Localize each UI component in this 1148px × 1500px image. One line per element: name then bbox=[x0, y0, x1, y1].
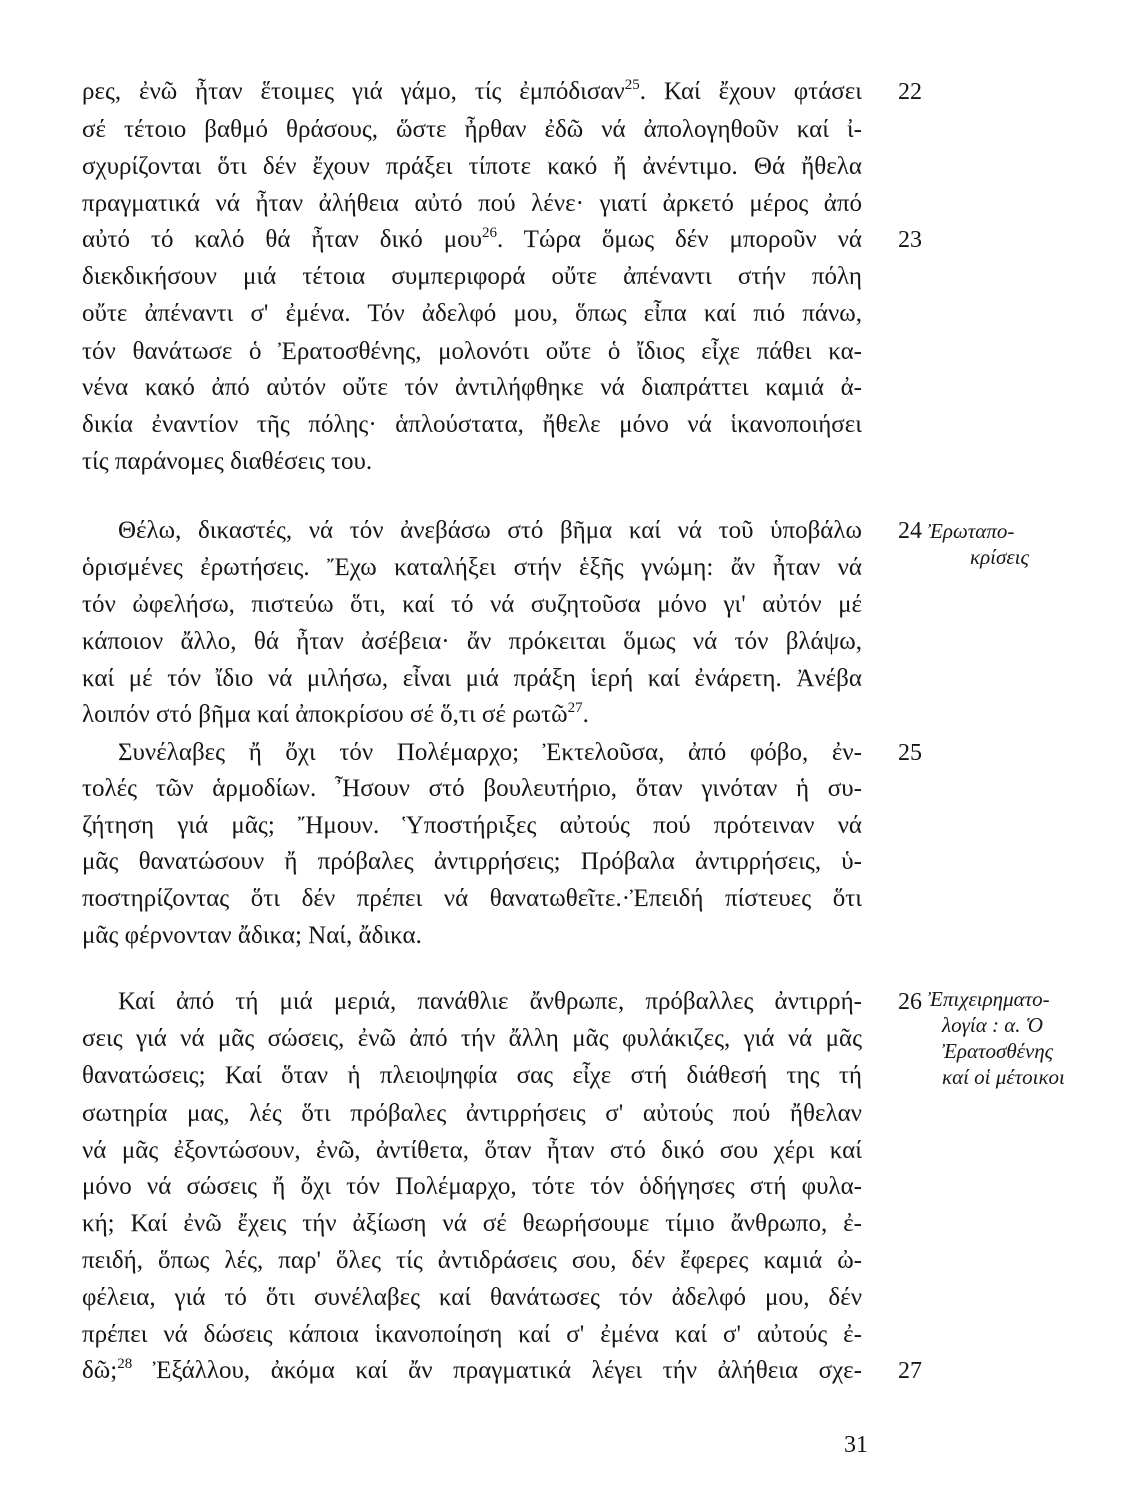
text-line: ποστηρίζοντας ὅτι δέν πρέπει νά θανατωθεῖτε.·Ἐπειδή πίστευες ὅτι bbox=[82, 885, 862, 912]
text-line: φέλεια, γιά τό ὅτι συνέλαβες καί θανάτωσες τόν ἀδελφό μου, δέν bbox=[82, 1284, 862, 1311]
text-line: Συνέλαβες ἤ ὄχι τόν Πολέμαρχο; Ἐκτελοῦσα, ἀπό φόβο, ἐν- bbox=[118, 739, 862, 766]
page-number: 31 bbox=[844, 1432, 868, 1458]
section-number: 26 bbox=[898, 989, 922, 1015]
text-line: τόν ὠφελήσω, πιστεύω ὅτι, καί τό νά συζητοῦσα μόνο γι' αὐτόν μέ bbox=[82, 591, 862, 618]
text-line: καί μέ τόν ἴδιο νά μιλήσω, εἶναι μιά πράξη ἱερή καί ἐνάρετη. Ἀνέβα bbox=[82, 665, 862, 692]
section-number: 23 bbox=[898, 227, 922, 253]
text-line: τολές τῶν ἁρμοδίων. Ἦσουν στό βουλευτήριο, ὅταν γινόταν ἡ συ- bbox=[82, 775, 862, 802]
text-line: τίς παράνομες διαθέσεις του. bbox=[82, 448, 373, 475]
text-line: πειδή, ὅπως λές, παρ' ὅλες τίς ἀντιδράσεις σου, δέν ἔφερες καμιά ὠ- bbox=[82, 1247, 862, 1274]
margin-note bbox=[928, 986, 1108, 1090]
text-line: κάποιον ἄλλο, θά ἦταν ἀσέβεια· ἄν πρόκειται ὅμως νά τόν βλάψω, bbox=[82, 628, 862, 655]
footnote-ref[interactable]: 25 bbox=[624, 77, 640, 93]
margin-note-line: Ἐπιχειρηματο- bbox=[928, 987, 1050, 1011]
text-line: δικία ἐναντίον τῆς πόλης· ἁπλούστατα, ἤθελε μόνο νά ἱκανοποιήσει bbox=[82, 411, 862, 438]
margin-note-line: καί οἱ μέτοικοι bbox=[942, 1065, 1065, 1089]
text-line: ὁρισμένες ἐρωτήσεις. Ἔχω καταλήξει στήν ἑξῆς γνώμη: ἄν ἦταν νά bbox=[82, 554, 862, 581]
text-line: σεις γιά νά μᾶς σώσεις, ἐνῶ ἀπό τήν ἄλλη μᾶς φυλάκιζες, γιά νά μᾶς bbox=[82, 1025, 862, 1052]
text-line: μόνο νά σώσεις ἤ ὄχι τόν Πολέμαρχο, τότε τόν ὁδήγησες στή φυλα- bbox=[82, 1173, 862, 1200]
section-number: 25 bbox=[898, 740, 922, 766]
text-line: μᾶς θανατώσουν ἤ πρόβαλες ἀντιρρήσεις; Πρόβαλα ἀντιρρήσεις, ὑ- bbox=[82, 848, 862, 875]
text-line: σωτηρία μας, λές ὅτι πρόβαλες ἀντιρρήσεις σ' αὐτούς πού ἤθελαν bbox=[82, 1100, 862, 1127]
margin-note bbox=[928, 518, 1108, 570]
text-line: σχυρίζονται ὅτι δέν ἔχουν πράξει τίποτε κακό ἤ ἀνέντιμο. Θά ἤθελα bbox=[82, 153, 862, 180]
margin-note-line: Ἐρωταπο- bbox=[928, 519, 1015, 543]
text-line: λοιπόν στό βῆμα καί ἀποκρίσου σέ ὅ,τι σέ ρωτῶ$^{27}$. bbox=[82, 700, 589, 728]
section-number: 27 bbox=[898, 1358, 922, 1384]
margin-note-line: λογία : α. Ὁ bbox=[942, 1013, 1043, 1037]
text-line: νά μᾶς ἐξοντώσουν, ἐνῶ, ἀντίθετα, ὅταν ἦταν στό δικό σου χέρι καί bbox=[82, 1137, 862, 1164]
footnote-ref[interactable]: 26 bbox=[481, 225, 497, 241]
text-line: κή; Καί ἐνῶ ἔχεις τήν ἀξίωση νά σέ θεωρήσουμε τίμιο ἄνθρωπο, ἐ- bbox=[82, 1210, 862, 1237]
text-line: θανατώσεις; Καί ὅταν ἡ πλειοψηφία σας εἶχε στή διάθεσή της τή bbox=[82, 1062, 862, 1089]
section-number: 22 bbox=[898, 79, 922, 105]
text-line: σέ τέτοιο βαθμό θράσους, ὥστε ἦρθαν ἐδῶ νά ἀπολογηθοῦν καί ἰ- bbox=[82, 116, 862, 143]
text-line: τόν θανάτωσε ὁ Ἐρατοσθένης, μολονότι οὔτε ὁ ἴδιος εἶχε πάθει κα- bbox=[82, 338, 862, 365]
footnote-ref[interactable]: 27 bbox=[567, 700, 583, 716]
text-line: αὐτό τό καλό θά ἦταν δικό μου$^{26}$. Τώρα ὅμως δέν μποροῦν νά bbox=[82, 225, 862, 253]
text-line: οὔτε ἀπέναντι σ' ἐμένα. Τόν ἀδελφό μου, ὅπως εἶπα καί πιό πάνω, bbox=[82, 300, 862, 327]
text-line: πρέπει νά δώσεις κάποια ἱκανοποίηση καί σ' ἐμένα καί σ' αὐτούς ἐ- bbox=[82, 1321, 862, 1348]
text-line: ζήτηση γιά μᾶς; Ἤμουν. Ὑποστήριξες αὐτούς πού πρότειναν νά bbox=[82, 812, 862, 839]
footnote-ref[interactable]: 28 bbox=[117, 1356, 133, 1372]
text-line: μᾶς φέρνονταν ἄδικα; Ναί, ἄδικα. bbox=[82, 922, 422, 949]
text-line: νένα κακό ἀπό αὐτόν οὔτε τόν ἀντιλήφθηκε νά διαπράττει καμιά ἀ- bbox=[82, 374, 862, 401]
margin-note-line: κρίσεις bbox=[970, 545, 1029, 569]
margin-note-line: Ἐρατοσθένης bbox=[942, 1039, 1054, 1063]
text-line: διεκδικήσουν μιά τέτοια συμπεριφορά οὔτε ἀπέναντι στήν πόλη bbox=[82, 263, 862, 290]
text-line: Θέλω, δικαστές, νά τόν ἀνεβάσω στό βῆμα καί νά τοῦ ὑποβάλω bbox=[118, 517, 862, 544]
text-line: δῶ;$^{28}$ Ἐξάλλου, ἀκόμα καί ἄν πραγματικά λέγει τήν ἀλήθεια σχε- bbox=[82, 1356, 862, 1384]
text-line: πραγματικά νά ἦταν ἀλήθεια αὐτό πού λένε· γιατί ἀρκετό μέρος ἀπό bbox=[82, 190, 862, 217]
text-line: Καί ἀπό τή μιά μεριά, πανάθλιε ἄνθρωπε, πρόβαλλες ἀντιρρή- bbox=[118, 988, 862, 1015]
text-line: ρες, ἐνῶ ἦταν ἕτοιμες γιά γάμο, τίς ἐμπόδισαν$^{25}$. Καί ἔχουν φτάσει bbox=[82, 77, 862, 105]
section-number: 24 bbox=[898, 518, 922, 544]
